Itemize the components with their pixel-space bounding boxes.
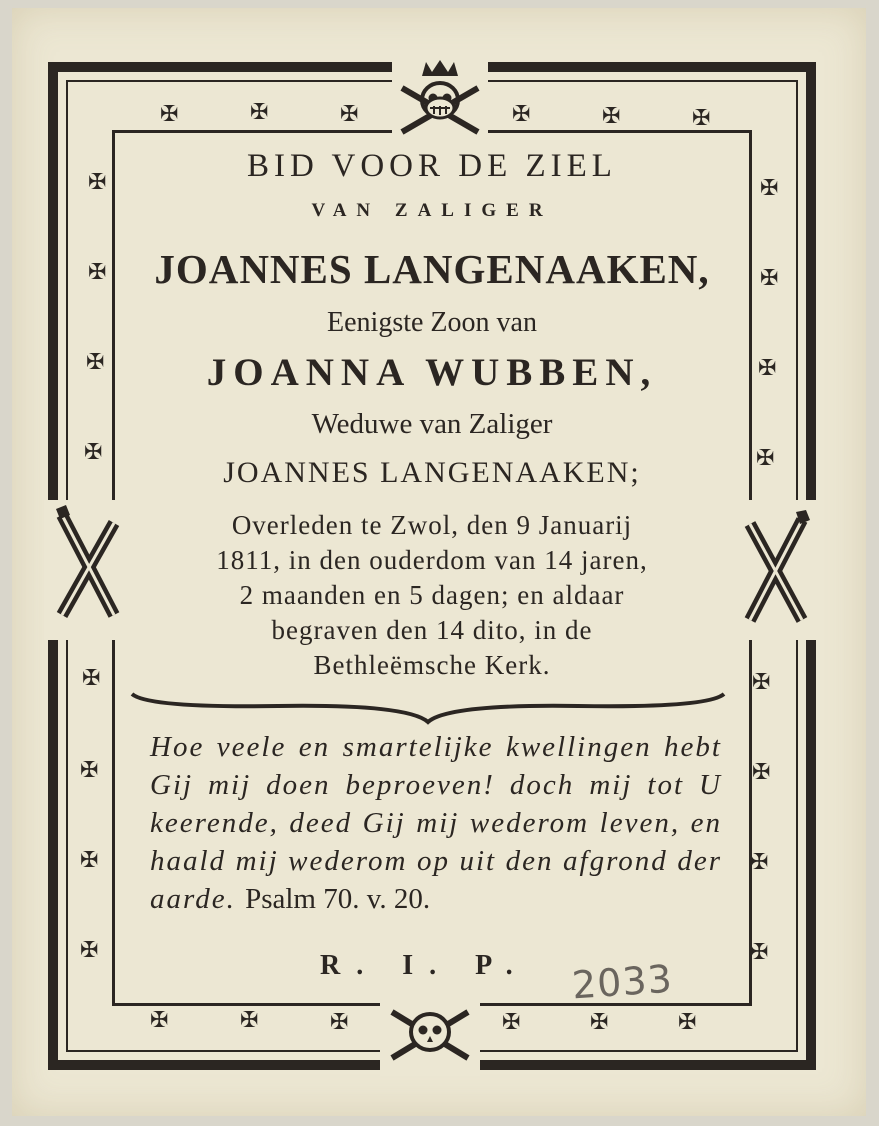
- death-line: Bethleëmsche Kerk.: [313, 650, 551, 680]
- cross-pattee-icon: ✠: [750, 940, 769, 965]
- death-line: 2 maanden en 5 dagen; en aldaar: [239, 580, 625, 610]
- cross-pattee-icon: ✠: [150, 1008, 169, 1033]
- cross-pattee-icon: ✠: [750, 850, 769, 875]
- deceased-name: JOANNES LANGENAAKEN,: [154, 246, 710, 292]
- skull-crossbones-icon: [386, 1000, 474, 1070]
- cross-pattee-icon: ✠: [330, 1010, 349, 1035]
- skull-crown-icon: [396, 56, 484, 140]
- father-name: JOANNES LANGENAAKEN;: [223, 456, 641, 489]
- handwritten-number: 2033: [570, 956, 675, 1008]
- cross-pattee-icon: ✠: [88, 260, 107, 285]
- cross-pattee-icon: ✠: [250, 100, 269, 125]
- cross-pattee-icon: ✠: [752, 670, 771, 695]
- cross-pattee-icon: ✠: [80, 758, 99, 783]
- psalm-reference: Psalm 70. v. 20.: [245, 883, 431, 915]
- verse-text: Hoe veele en smartelijke kwellingen hebt Gij mij doen beproeven! doch mij tot U keerende, deed Gij mij wederom leven, en haald mij wederom op uit den afgrond der aarde.: [150, 731, 722, 915]
- rip-text: R. I. P.: [320, 950, 529, 981]
- cross-pattee-icon: ✠: [84, 440, 103, 465]
- relation-line: Eenigste Zoon van: [327, 307, 537, 338]
- death-line: Overleden te Zwol, den 9 Januarij: [231, 510, 633, 540]
- cross-pattee-icon: ✠: [160, 102, 179, 127]
- cross-pattee-icon: ✠: [602, 104, 621, 129]
- psalm-verse: [150, 728, 722, 918]
- cross-pattee-icon: ✠: [80, 938, 99, 963]
- cross-pattee-icon: ✠: [752, 760, 771, 785]
- widow-line: Weduwe van Zaliger: [311, 408, 553, 440]
- death-line: begraven den 14 dito, in de: [271, 615, 593, 645]
- death-line: 1811, in den ouderdom van 14 jaren,: [216, 545, 648, 575]
- cross-pattee-icon: ✠: [760, 266, 779, 291]
- death-details: [112, 508, 752, 683]
- cross-pattee-icon: ✠: [80, 848, 99, 873]
- cross-pattee-icon: ✠: [692, 106, 711, 131]
- cross-pattee-icon: ✠: [678, 1010, 697, 1035]
- divider-brace: [128, 690, 728, 726]
- cross-pattee-icon: ✠: [760, 176, 779, 201]
- cross-pattee-icon: ✠: [512, 102, 531, 127]
- cross-pattee-icon: ✠: [82, 666, 101, 691]
- cross-pattee-icon: ✠: [340, 102, 359, 127]
- subheading: VAN ZALIGER: [311, 200, 553, 221]
- cross-pattee-icon: ✠: [502, 1010, 521, 1035]
- cross-pattee-icon: ✠: [590, 1010, 609, 1035]
- cross-pattee-icon: ✠: [758, 356, 777, 381]
- cross-pattee-icon: ✠: [88, 170, 107, 195]
- cross-pattee-icon: ✠: [86, 350, 105, 375]
- mother-name: JOANNA WUBBEN,: [206, 351, 658, 394]
- cross-pattee-icon: ✠: [240, 1008, 259, 1033]
- cross-pattee-icon: ✠: [756, 446, 775, 471]
- prayer-heading: BID VOOR DE ZIEL: [247, 148, 617, 184]
